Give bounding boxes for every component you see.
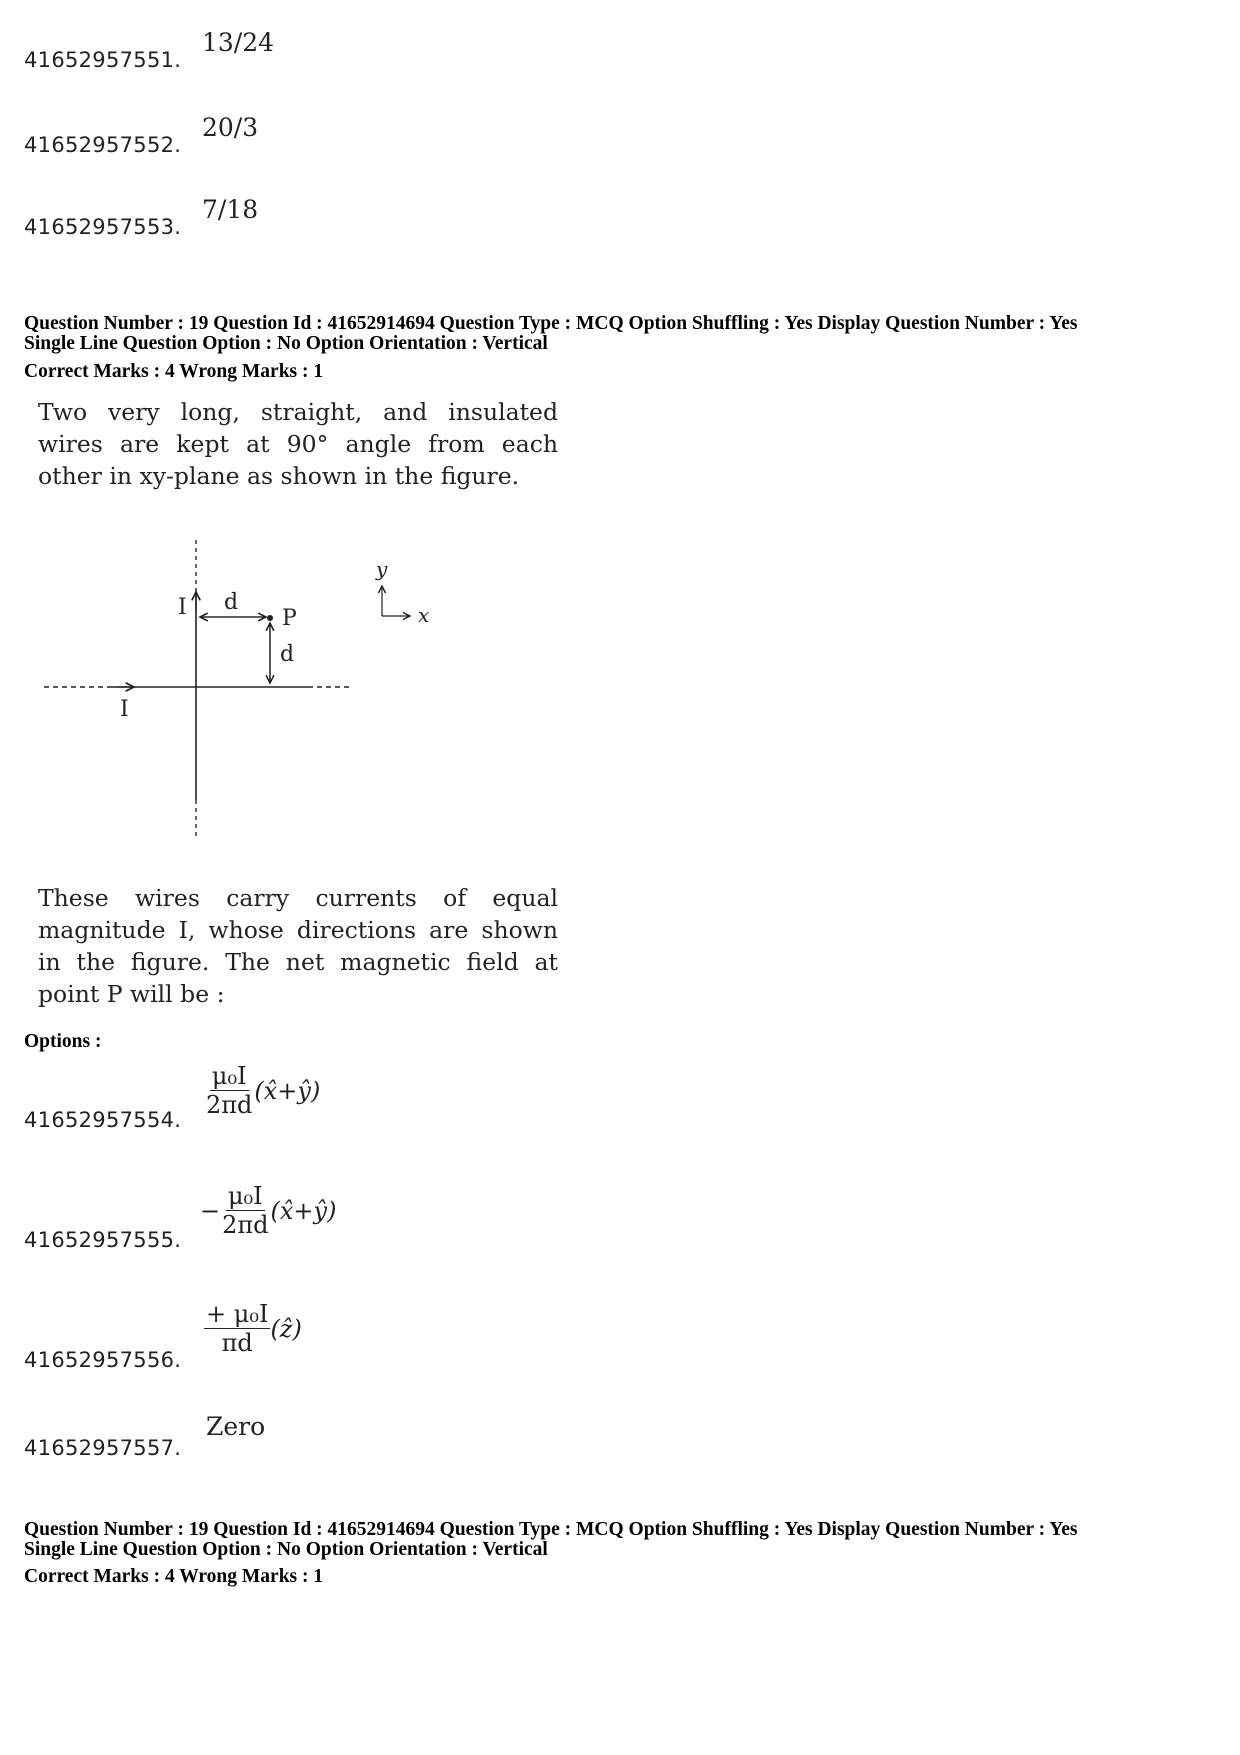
option-value: 20/3 (202, 113, 259, 142)
label-axis-y: y (376, 557, 388, 581)
question-text-intro: Two very long, straight, and insulated wires are kept at 90° angle from each other in xy-plane as shown in the figure. (38, 398, 558, 490)
option-id: 41652957555. (24, 1228, 182, 1252)
label-d-horizontal: d (224, 590, 239, 615)
option-id: 41652957556. (24, 1348, 182, 1372)
option-value: 13/24 (202, 28, 275, 57)
fraction-numerator: + μ₀I (206, 1300, 269, 1328)
question-meta-line2: Single Line Question Option : No Option Orientation : Vertical (24, 333, 548, 354)
option-sign: − (200, 1196, 221, 1225)
fraction-numerator: μ₀I (211, 1062, 247, 1090)
fraction-denominator: 2πd (206, 1091, 253, 1119)
option-id: 41652957553. (24, 215, 182, 239)
question-meta-line2: Single Line Question Option : No Option Orientation : Vertical (24, 1539, 548, 1560)
label-P: P (282, 606, 297, 631)
question-meta-line1: Question Number : 19 Question Id : 41652914694 Question Type : MCQ Option Shuffling : Yes Display Question Number : Yes (24, 1519, 1078, 1540)
question-marks: Correct Marks : 4 Wrong Marks : 1 (24, 361, 324, 382)
question-meta-line1: Question Number : 19 Question Id : 41652914694 Question Type : MCQ Option Shuffling : Yes Display Question Number : Yes (24, 313, 1078, 334)
option-value: 7/18 (202, 195, 259, 224)
option-id: 41652957557. (24, 1436, 182, 1460)
option-2-formula (200, 1182, 336, 1239)
option-id: 41652957552. (24, 133, 182, 157)
option-vector: (ẑ) (270, 1314, 302, 1343)
label-d-vertical: d (280, 642, 295, 667)
option-value: Zero (206, 1412, 266, 1441)
fraction-numerator: μ₀I (227, 1182, 263, 1210)
wire-figure (30, 530, 450, 850)
option-vector: (x̂+ŷ) (270, 1196, 337, 1225)
option-fraction (220, 1182, 270, 1239)
label-I-vertical: I (178, 595, 187, 620)
label-I-horizontal: I (120, 697, 129, 722)
label-axis-x: x (418, 603, 430, 627)
option-3-formula (204, 1300, 302, 1357)
point-p (267, 615, 273, 621)
option-vector: (x̂+ŷ) (254, 1076, 321, 1105)
fraction-denominator: πd (221, 1329, 253, 1357)
option-id: 41652957554. (24, 1108, 182, 1132)
question-text-body: These wires carry currents of equal magnitude I, whose directions are shown in the figure. The net magnetic field at point P will be : (38, 884, 558, 1008)
question-marks: Correct Marks : 4 Wrong Marks : 1 (24, 1566, 324, 1587)
option-fraction (204, 1062, 254, 1119)
option-fraction (204, 1300, 270, 1357)
option-id: 41652957551. (24, 48, 182, 72)
options-label: Options : (24, 1031, 102, 1052)
option-1-formula (204, 1062, 320, 1119)
fraction-denominator: 2πd (222, 1211, 269, 1239)
